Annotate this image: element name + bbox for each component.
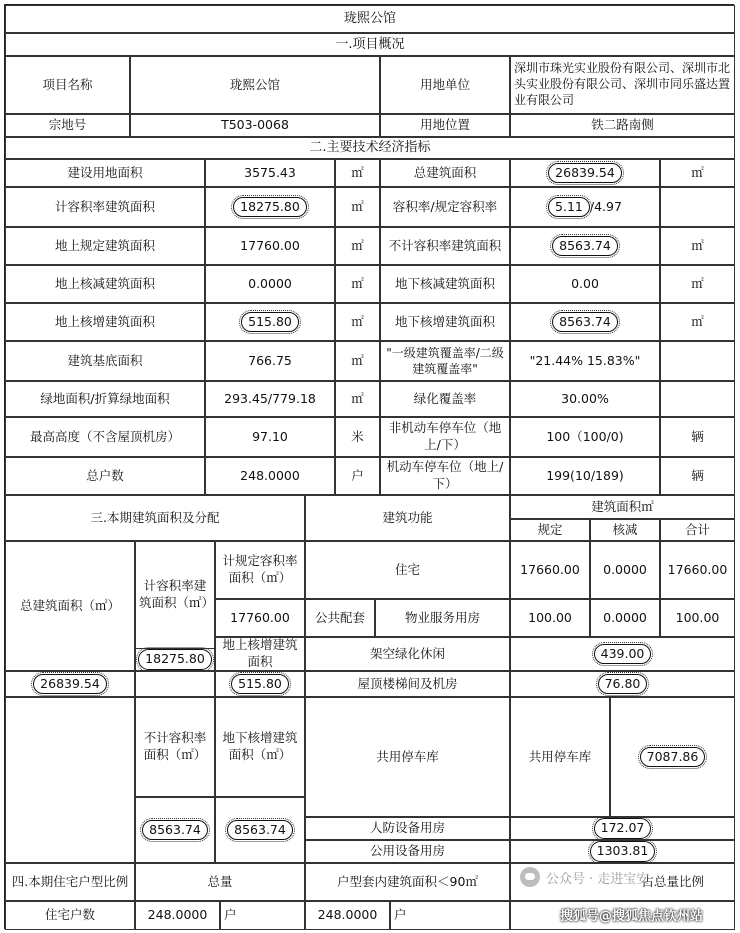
revision-cloud: 5.11 [548, 197, 590, 218]
sec4-under90-header: 户型套内建筑面积＜90㎡ [305, 863, 510, 901]
revision-cloud: 1303.81 [590, 841, 656, 862]
tech-unit-2 [660, 341, 735, 381]
project-name-label: 项目名称 [5, 56, 130, 114]
tech-unit: ㎡ [335, 341, 380, 381]
tech-unit: 米 [335, 417, 380, 457]
tech-value-2 [510, 227, 660, 265]
revision-cloud: 76.80 [598, 674, 648, 695]
tech-value: 0.0000 [205, 265, 335, 303]
col-specified: 规定 [510, 519, 590, 541]
tech-label-2: "一级建筑覆盖率/二级建筑覆盖率" [380, 341, 510, 381]
section-2-title: 二.主要技术经济指标 [5, 137, 735, 159]
revision-cloud: 26839.54 [33, 674, 107, 695]
far-area-blank [135, 671, 215, 697]
project-index-sheet [4, 4, 734, 929]
revision-cloud: 515.80 [241, 312, 299, 333]
section-1-title: 一.项目概况 [5, 33, 735, 56]
elevated-greening-value [510, 637, 735, 671]
tech-label-2: 地下核减建筑面积 [380, 265, 510, 303]
specified-far-value: 17760.00 [215, 599, 305, 637]
tech-label: 计容积率建筑面积 [5, 187, 205, 227]
tech-label: 地上核增建筑面积 [5, 303, 205, 341]
tech-label-2: 不计容积率建筑面积 [380, 227, 510, 265]
tech-label: 建筑基底面积 [5, 341, 205, 381]
tech-unit: ㎡ [335, 227, 380, 265]
sohu-watermark [560, 905, 703, 924]
non-far-area-label: 不计容积率面积（㎡） [135, 697, 215, 797]
tech-value: 3575.43 [205, 159, 335, 187]
elevated-greening-label: 架空绿化休闲 [305, 637, 510, 671]
wechat-watermark-text: 公众号 · 走进宝安 [546, 871, 650, 887]
shared-garage-label-2: 共用停车库 [510, 697, 610, 817]
tech-label: 绿地面积/折算绿地面积 [5, 381, 205, 417]
revision-cloud: 515.80 [231, 674, 289, 695]
land-location-value: 铁二路南侧 [510, 114, 735, 137]
col-reduction: 核减 [590, 519, 660, 541]
tech-unit-2: 辆 [660, 457, 735, 495]
tech-unit: ㎡ [335, 381, 380, 417]
tech-unit-2: 辆 [660, 417, 735, 457]
tech-label: 总户数 [5, 457, 205, 495]
rooftop-stair-label: 屋顶楼梯间及机房 [305, 671, 510, 697]
residential-reduction: 0.0000 [590, 541, 660, 599]
wechat-watermark [520, 867, 649, 887]
utility-room-label: 公用设备用房 [305, 840, 510, 863]
tech-value [205, 303, 335, 341]
blank-cell [5, 697, 135, 863]
tech-label: 地上规定建筑面积 [5, 227, 205, 265]
residential-total: 17660.00 [660, 541, 735, 599]
wechat-icon [520, 867, 540, 887]
tech-unit: ㎡ [335, 159, 380, 187]
tech-label-2: 机动车停车位（地上/下） [380, 457, 510, 495]
revision-cloud: 7087.86 [640, 747, 706, 768]
total-area-value [5, 671, 135, 697]
tech-value-2b: 4.97 [594, 198, 622, 214]
underground-increase-label: 地下核增建筑面积（㎡） [215, 697, 305, 797]
tech-value-2: "21.44% 15.83%" [510, 341, 660, 381]
property-total: 100.00 [660, 599, 735, 637]
shared-garage-value [610, 697, 735, 817]
civil-defense-value [510, 817, 735, 840]
far-area-value [135, 649, 215, 671]
tech-value: 97.10 [205, 417, 335, 457]
tech-label: 最高高度（不含屋顶机房） [5, 417, 205, 457]
property-service-label: 物业服务用房 [375, 599, 510, 637]
land-unit-value: 深圳市珠光实业股份有限公司、深圳市北头实业股份有限公司、深圳市同乐盛达置业有限公司 [510, 56, 735, 114]
area-header: 建筑面积㎡ [510, 495, 735, 519]
non-far-area-value [135, 797, 215, 863]
property-specified: 100.00 [510, 599, 590, 637]
tech-unit-2: ㎡ [660, 303, 735, 341]
property-reduction: 0.0000 [590, 599, 660, 637]
land-unit-label: 用地单位 [380, 56, 510, 114]
households-total-unit: 户 [220, 901, 305, 930]
households-under90: 248.0000 [305, 901, 390, 930]
lot-number-label: 宗地号 [5, 114, 130, 137]
tech-label-2: 容积率/规定容积率 [380, 187, 510, 227]
tech-label: 地上核减建筑面积 [5, 265, 205, 303]
tech-value-2 [510, 159, 660, 187]
tech-unit: ㎡ [335, 265, 380, 303]
section-3-title: 三.本期建筑面积及分配 [5, 495, 305, 541]
tech-unit-2: ㎡ [660, 265, 735, 303]
tech-unit-2 [660, 381, 735, 417]
revision-cloud: 8563.74 [552, 312, 618, 333]
households-total: 248.0000 [135, 901, 220, 930]
tech-unit-2: ㎡ [660, 159, 735, 187]
project-title: 珑熙公馆 [5, 5, 735, 33]
land-location-label: 用地位置 [380, 114, 510, 137]
tech-value-2: 199(10/189) [510, 457, 660, 495]
sohu-watermark-text: 搜狐号@搜狐焦点钦州站 [560, 909, 704, 924]
revision-cloud: 18275.80 [138, 649, 212, 670]
specified-far-label: 计规定容积率面积（㎡） [215, 541, 305, 599]
revision-cloud: 172.07 [594, 818, 652, 839]
tech-unit: ㎡ [335, 187, 380, 227]
revision-cloud: 8563.74 [227, 820, 293, 841]
civil-defense-label: 人防设备用房 [305, 817, 510, 840]
col-total: 合计 [660, 519, 735, 541]
above-ground-increase-value [215, 671, 305, 697]
project-name-value: 珑熙公馆 [130, 56, 380, 114]
tech-value [205, 187, 335, 227]
tech-label-2: 地下核增建筑面积 [380, 303, 510, 341]
tech-value: 293.45/779.18 [205, 381, 335, 417]
revision-cloud: 8563.74 [142, 820, 208, 841]
tech-value: 17760.00 [205, 227, 335, 265]
sec4-total-header: 总量 [135, 863, 305, 901]
function-header: 建筑功能 [305, 495, 510, 541]
far-area-label: 计容积率建筑面积（㎡） [135, 541, 215, 649]
tech-value-2: 100（100/0) [510, 417, 660, 457]
households-under90-unit: 户 [390, 901, 510, 930]
tech-label: 建设用地面积 [5, 159, 205, 187]
tech-value: 248.0000 [205, 457, 335, 495]
tech-unit: 户 [335, 457, 380, 495]
tech-label-2: 非机动车停车位（地上/下） [380, 417, 510, 457]
underground-increase-value [215, 797, 305, 863]
total-area-label: 总建筑面积（㎡） [5, 541, 135, 671]
tech-unit-2 [660, 187, 735, 227]
tech-value-2 [510, 303, 660, 341]
rooftop-stair-value [510, 671, 735, 697]
above-ground-increase-label: 地上核增建筑面积 [215, 637, 305, 671]
utility-room-value [510, 840, 735, 863]
tech-value: 766.75 [205, 341, 335, 381]
revision-cloud: 18275.80 [233, 197, 307, 218]
lot-number-value: T503-0068 [130, 114, 380, 137]
residential-specified: 17660.00 [510, 541, 590, 599]
revision-cloud: 439.00 [594, 644, 652, 665]
sec4-ratio-header: 占总量比例 [510, 863, 735, 901]
households-label: 住宅户数 [5, 901, 135, 930]
tech-label-2: 总建筑面积 [380, 159, 510, 187]
tech-value-2: 0.00 [510, 265, 660, 303]
tech-unit: ㎡ [335, 303, 380, 341]
revision-cloud: 8563.74 [552, 236, 618, 257]
residential-label: 住宅 [305, 541, 510, 599]
public-facilities-label: 公共配套 [305, 599, 375, 637]
tech-value-2: 5.11 / 4.97 [510, 187, 660, 227]
revision-cloud: 26839.54 [548, 163, 622, 184]
tech-value-2: 30.00% [510, 381, 660, 417]
section-4-title: 四.本期住宅户型比例 [5, 863, 135, 901]
shared-garage-label: 共用停车库 [305, 697, 510, 817]
tech-label-2: 绿化覆盖率 [380, 381, 510, 417]
tech-unit-2: ㎡ [660, 227, 735, 265]
